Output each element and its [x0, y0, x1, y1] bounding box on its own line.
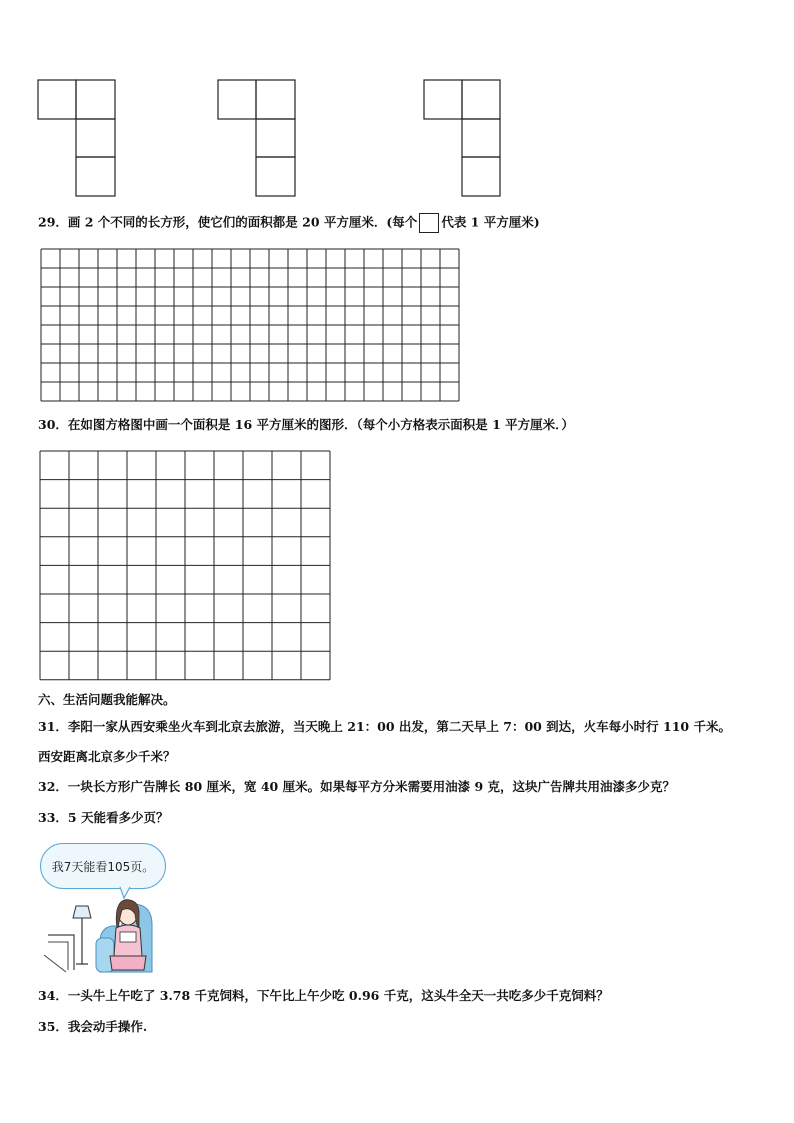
- question-35: 35．我会动手操作.: [38, 1019, 148, 1034]
- question-30: 30．在如图方格图中画一个面积是 16 平方厘米的图形．（每个小方格表示面积是 1 平方厘米．）: [38, 417, 574, 432]
- girl-reading-illustration: [40, 880, 170, 975]
- net-figure-3: [424, 80, 500, 196]
- question-29-text: 29．画 2 个不同的长方形，使它们的面积都是 20 平方厘米．(每个: [38, 214, 418, 230]
- net-figure-1: [38, 80, 115, 196]
- unit-square-icon: [419, 213, 439, 233]
- question-32: 32．一块长方形广告牌长 80 厘米，宽 40 厘米。如果每平方分米需要用油漆 9 克，这块广告牌共用油漆多少克？: [38, 779, 675, 794]
- question-31: 31．李阳一家从西安乘坐火车到北京去旅游，当天晚上 21：00 出发，第二天早上 7：00 到达，火车每小时行 110 千米。: [38, 719, 731, 734]
- cube-net-figures: [0, 0, 794, 205]
- question-33: 33．5 天能看多少页？: [38, 810, 169, 825]
- section-heading: 六、生活问题我能解决。: [38, 692, 176, 707]
- square-grid-q30[interactable]: [39, 450, 333, 681]
- net-figure-2: [218, 80, 295, 196]
- speech-bubble: 我7天能看105页。: [40, 843, 166, 889]
- question-31-continued: 西安距离北京多少千米？: [38, 749, 176, 764]
- question-29: [38, 213, 540, 233]
- square-grid-q29[interactable]: [40, 248, 460, 402]
- question-29-text-end: 代表 1 平方厘米): [441, 214, 540, 230]
- question-34: 34．一头牛上午吃了 3.78 千克饲料，下午比上午少吃 0.96 千克，这头牛全天一共吃多少千克饲料？: [38, 988, 609, 1003]
